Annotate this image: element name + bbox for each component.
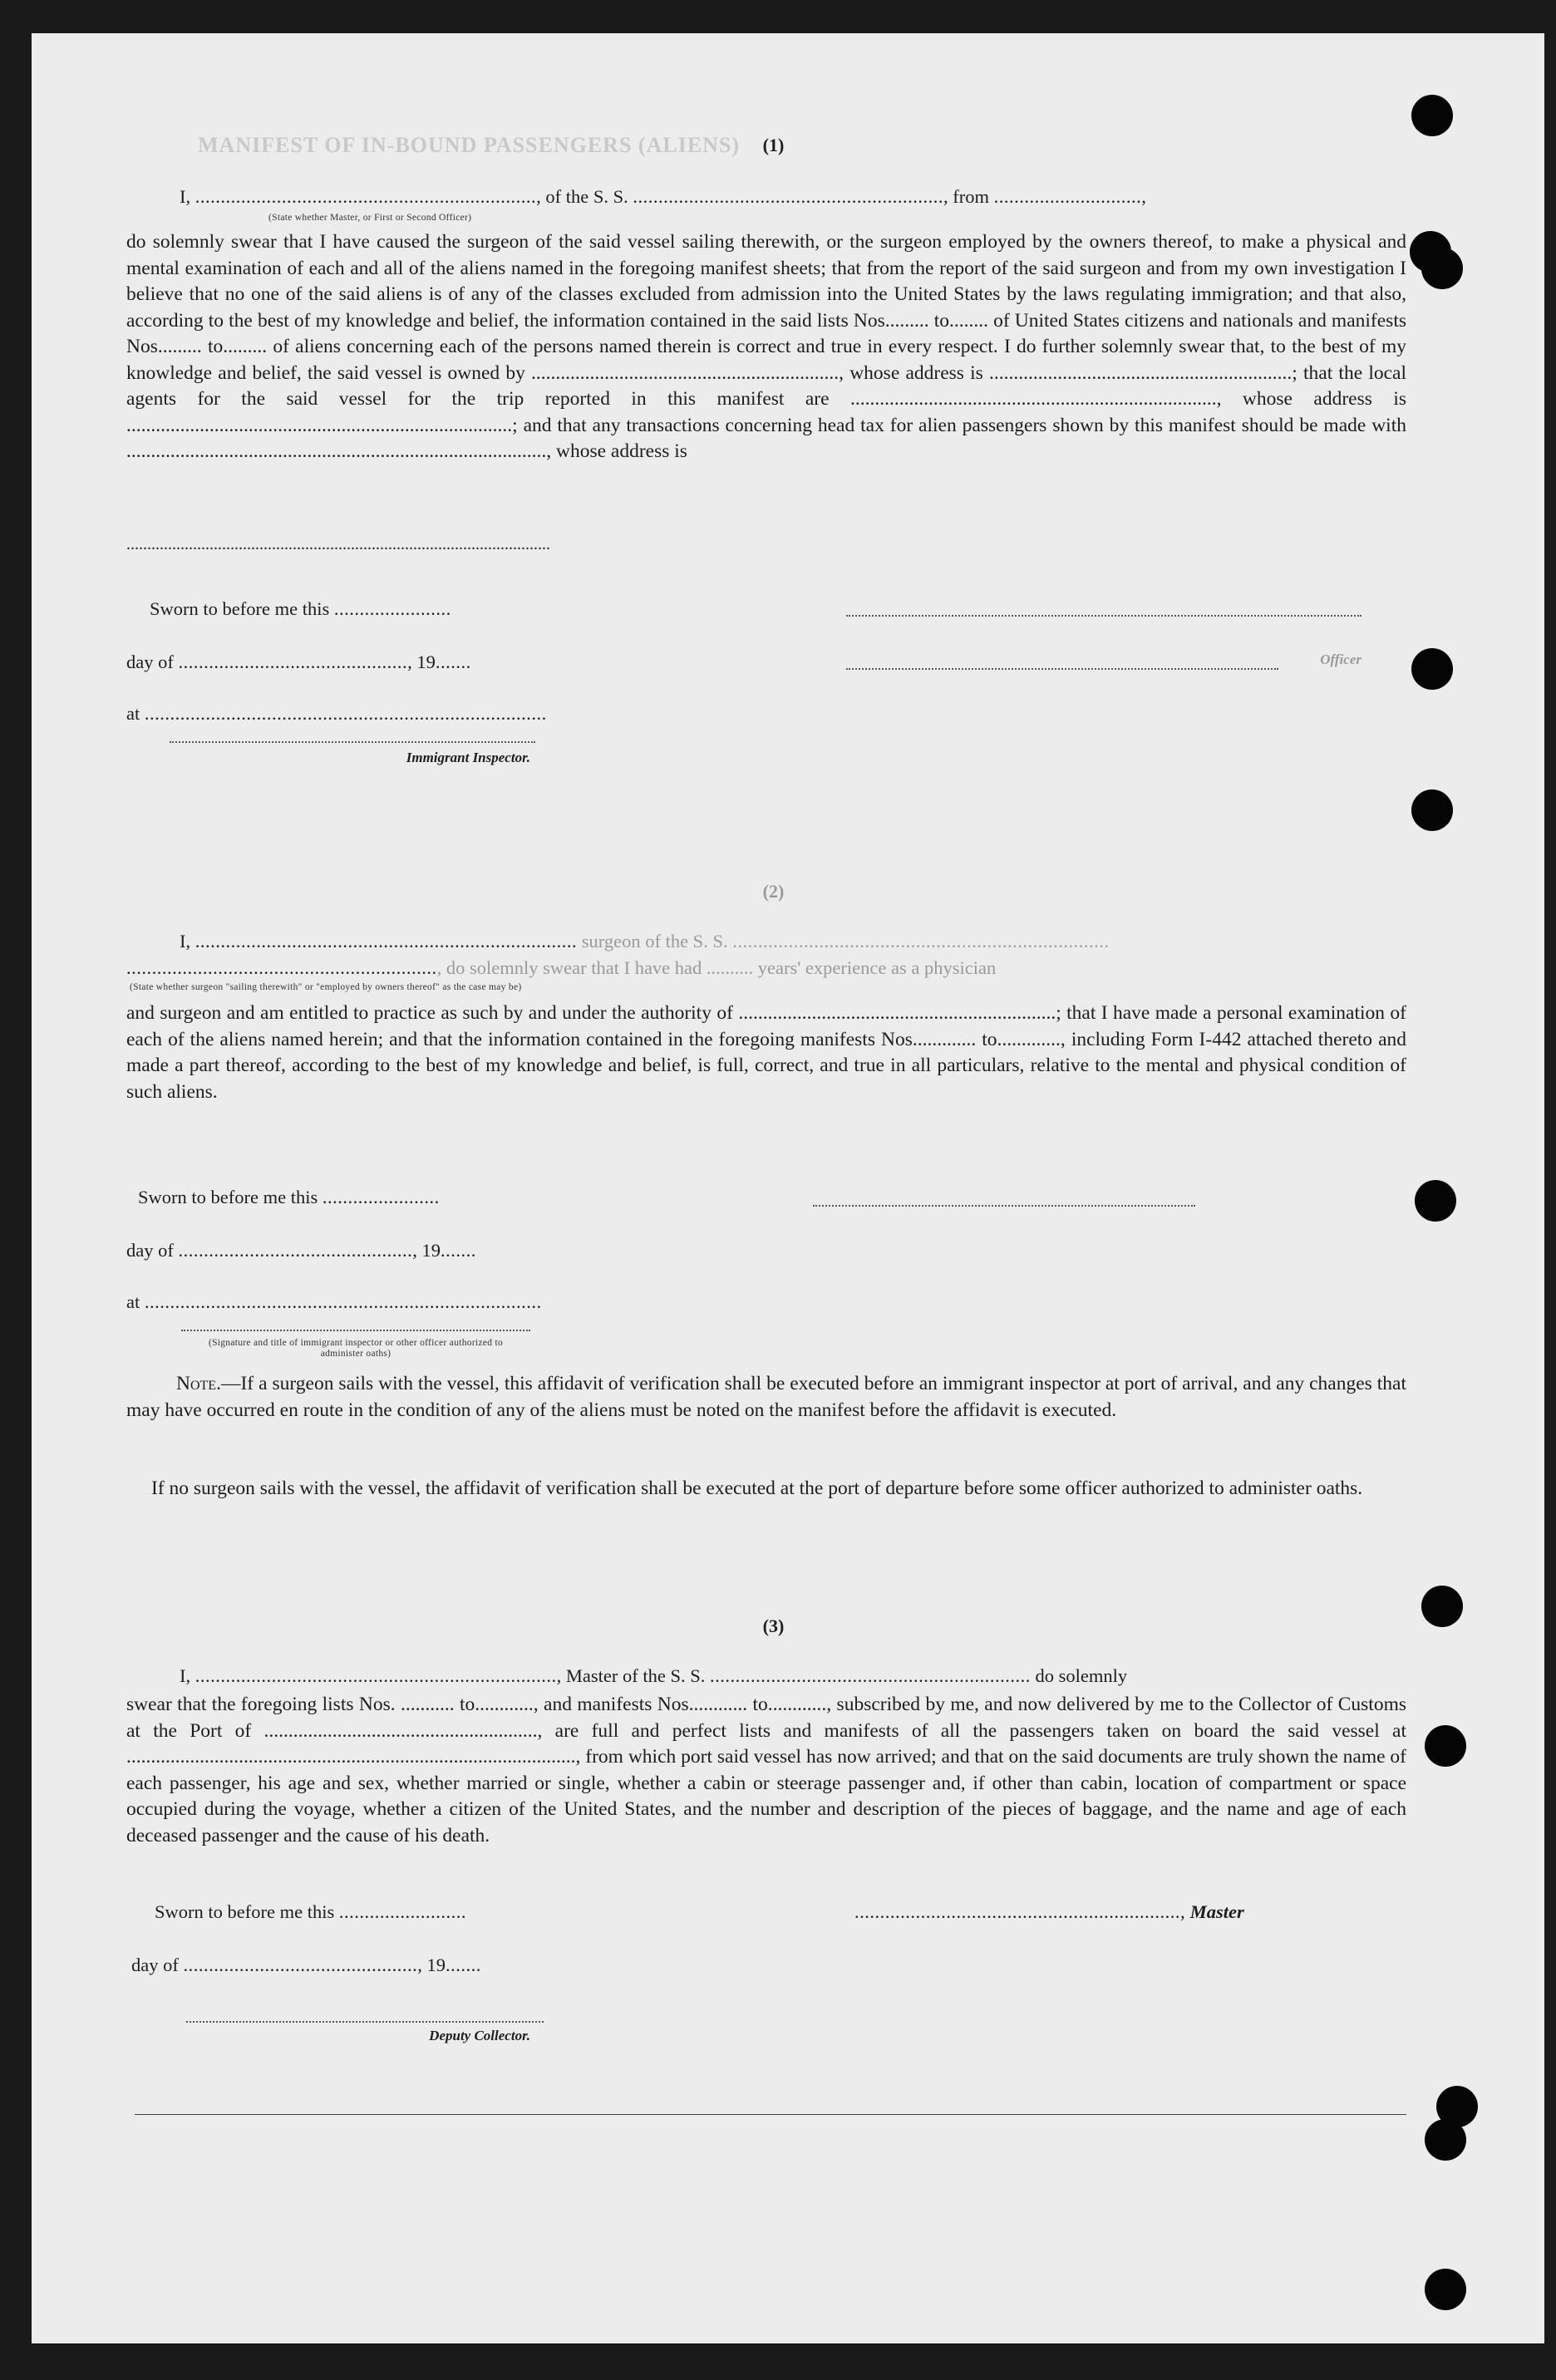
punch-hole bbox=[1411, 789, 1453, 831]
from-label: , from bbox=[943, 186, 990, 207]
punch-hole bbox=[1421, 248, 1463, 289]
punch-hole bbox=[1415, 1180, 1456, 1222]
officer-label: Officer bbox=[1320, 652, 1362, 667]
note-paragraph: Note.—If a surgeon sails with the vessel, this affidavit of verification shall be executed before an immigrant inspector at port of arrival, and any changes that may have occurred en route in the condition of any of the aliens must be noted on the manifest before the affidavit is executed. bbox=[126, 1373, 1406, 1421]
collector-label: Deputy Collector. bbox=[429, 2028, 530, 2043]
officer-caption: (State whether Master, or First or Second Officer) bbox=[268, 213, 472, 223]
day-line-3: day of .............................................., 19....... bbox=[131, 1955, 481, 1975]
section-1-body: do solemnly swear that I have caused the surgeon of the said vessel sailing therewith, or the surgeon employed by the owners thereof, to make a physical and mental examination of each and all of the aliens named in the foregoing manifest sheets; that from the report of the said surgeon and from my own investigation I believe that no one of the said aliens is of any of the classes excluded from admission into the United States by the laws regulating immigration; and that also, according to the best of my knowledge and belief, the information contained in the said lists Nos......... to........ of United States citizens and nationals and manifests Nos......... to......... of aliens concerning each of the persons named therein is correct and true in every respect. I do further solemnly swear that, to the best of my knowledge and belief, the said vessel is owned by ..............................................................., whose address is ..............................................................; that the local agents for the said vessel for the trip reported in this manifest are ..........................................................................., whose address is ...............................................................................; and that any transactions concerning head tax for alien passengers shown by this manifest should be made with ......................................................................................, whose address is bbox=[126, 231, 1406, 462]
bottom-rule bbox=[135, 2114, 1406, 2115]
oath-prefix: I, bbox=[180, 186, 191, 207]
section-1-oath-line: I, ..................................................................., of the S. S. ............................................................., from ............................., bbox=[180, 186, 1147, 207]
section-2-body: and surgeon and am entitled to practice as such by and under the authority of .................................................................; that I have made a personal examination of each of the aliens named herein; and that the information contained in the foregoing manifests Nos............. to............., including Form I-442 attached thereto and made a part thereof, according to the best of my knowledge and belief, is full, correct, and true in all particulars, relative to the mental and physical condition of such aliens. bbox=[126, 1002, 1406, 1103]
witness-signature-line bbox=[181, 1330, 530, 1331]
section-3-number: (3) bbox=[762, 1615, 785, 1636]
sworn-line-2: Sworn to before me this ....................... bbox=[138, 1187, 440, 1207]
note-label: Note. bbox=[176, 1373, 221, 1394]
sworn-line-1: Sworn to before me this ....................... bbox=[150, 598, 451, 619]
section-3-body: swear that the foregoing lists Nos. ........... to............, and manifests Nos............ to............, subscribed by me, and now delivered by me to the Collector of Customs at the Port of ........................................................, are full and perfect lists and manifests of all the passengers taken on board the said vessel at ............................................................................................, from which port said vessel has now arrived; and that on the said documents are truly shown the name of each passenger, his age and sex, whether married or single, whether a cabin or steerage passenger and, if other than cabin, location of compartment or space occupied during the voyage, whether a citizen of the United States, and the number and description of the pieces of baggage, and the name and age of each deceased passenger and the cause of his death. bbox=[126, 1694, 1406, 1846]
punch-hole bbox=[1411, 648, 1453, 690]
surgeon-signature-line bbox=[813, 1205, 1195, 1207]
officer-signature-line bbox=[846, 668, 1278, 670]
punch-hole bbox=[1425, 2269, 1466, 2310]
master-signature-line: ................................................................, Master bbox=[854, 1901, 1244, 1922]
at-line-1: at ............................................................................... bbox=[126, 703, 547, 724]
signature-line-1 bbox=[846, 615, 1362, 617]
bleed-through-header: MANIFEST OF IN-BOUND PASSENGERS (ALIENS) bbox=[198, 133, 741, 157]
surgeon-of-label: surgeon of the S. S. bbox=[581, 931, 728, 952]
day-line-2: day of .............................................., 19....... bbox=[126, 1240, 476, 1261]
inspector-signature-line bbox=[170, 741, 535, 743]
surgeon-caption: (State whether surgeon "sailing therewith" or "employed by owners thereof" as the case may be) bbox=[130, 982, 522, 992]
day-line-1: day of ............................................., 19....... bbox=[126, 652, 471, 672]
section-3-oath-line: I, ......................................................................., Master of the S. S. ............................................................... do solemnly bbox=[180, 1665, 1128, 1686]
master-label: Master bbox=[1189, 1901, 1244, 1922]
collector-signature-line bbox=[186, 2021, 544, 2023]
vessel-label: , of the S. S. bbox=[536, 186, 628, 207]
inspector-label: Immigrant Inspector. bbox=[406, 750, 530, 765]
at-line-2: at .............................................................................. bbox=[126, 1291, 542, 1312]
signature-caption: (Signature and title of immigrant inspector or other officer authorized to administer oaths) bbox=[208, 1338, 504, 1359]
document-page: MANIFEST OF IN-BOUND PASSENGERS (ALIENS) (1) I, ..................................................................., of the S. S. ............................................................., from ............................., (State whether Master, or First or Second Officer) do solemnly swear that I have caused the surgeon of the said vessel sailing therewith, or the surgeon employed by the owners thereof, to make a physical and mental examination of each and all of the aliens named in the foregoing manifest sheets; that from the report of the said surgeon and from my own investigation I believe that no one of the said aliens is of any of the classes excluded from admission into the United States by the laws regulating immigration; and that also, according to the best of my knowledge and belief, the information contained in the said lists Nos......... to........ of United States citizens and nationals and manifests Nos......... to......... of aliens concerning each of the persons named therein is correct and true in every respect. I do further solemnly swear that, to the best of my knowledge and belief, the said vessel is owned by ..............................................................., whose address is ..............................................................; that the local agents for the said vessel for the trip reported in this manifest are ..........................................................................., whose address is ...............................................................................; and that any transactions concerning head tax for alien passengers shown by this manifest should be made with ......................................................................................, whose address is ...................................................................................................... Sworn to before me this ....................... day of ............................................., 19....... Officer at ............................................................................... Immigrant Inspector. (2) I, ........................................................................... surgeon of the S. S. .......................................................................... ............................................................., do solemnly swear that I have had .......... years' experience as a physician (State whether surgeon "sailing therewith" or "employed by owners thereof" as the case may be) and surgeon and am entitled to practice as such by and under the authority of .................................................................; that I have made a personal examination of each of the aliens named herein; and that the information contained in the foregoing manifests Nos............. to............., including Form I-442 attached thereto and made a part thereof, according to the best of my knowledge and belief, is full, correct, and true in all particulars, relative to the mental and physical condition of such aliens. Sworn to before me this ....................... day of .............................................., 19....... at .............................................................................. (Signature and title of immigrant inspector or other officer authorized to administer oaths) Note.—If a surgeon sails with the vessel, this affidavit of verification shall be executed before an immigrant inspector at port of arrival, and any changes that may have occurred en route in the condition of any of the aliens must be noted on the manifest before the affidavit is executed. If no surgeon sails with the vessel, the affidavit of verification shall be executed at the port of departure before some officer authorized to administer oaths. (3) I, ......................................................................., Master of the S. S. ............................................................... do solemnly swear that the foregoing lists Nos. ........... to............, and manifests Nos............ to............, subscribed by me, and now delivered by me to the Collector of Customs at the Port of ........................................................, are full and perfect lists and manifests of all the passengers taken on board the said vessel at ............................................................................................, from which port said vessel has now arrived; and that on the said documents are truly shown the name of each passenger, his age and sex, whether married or single, whether a cabin or steerage passenger and, if other than cabin, location of compartment or space occupied during the voyage, whether a citizen of the United States, and the number and description of the pieces of baggage, and the name and age of each deceased passenger and the cause of his death. Sworn to before me this ......................... ................................................................, Master day of .............................................., 19....... Deputy Collector. bbox=[32, 33, 1544, 2343]
punch-hole bbox=[1425, 1725, 1466, 1767]
section-2-oath-line: I, ........................................................................... surgeon of the S. S. .......................................................................... bbox=[180, 931, 1110, 952]
section-2-number: (2) bbox=[762, 881, 785, 902]
section-1-number: (1) bbox=[762, 135, 785, 155]
section-2-line-2: ............................................................., do solemnly swear that I have had .......... years' experience as a physician bbox=[126, 957, 997, 978]
punch-hole bbox=[1425, 2119, 1466, 2161]
punch-hole bbox=[1421, 1586, 1463, 1627]
note-paragraph-2: If no surgeon sails with the vessel, the affidavit of verification shall be executed at the port of departure before some officer authorized to administer oaths. bbox=[151, 1478, 1363, 1499]
punch-hole bbox=[1411, 95, 1453, 136]
sworn-line-3: Sworn to before me this ......................... bbox=[155, 1901, 466, 1922]
master-of-label: , Master of the S. S. bbox=[556, 1665, 706, 1686]
